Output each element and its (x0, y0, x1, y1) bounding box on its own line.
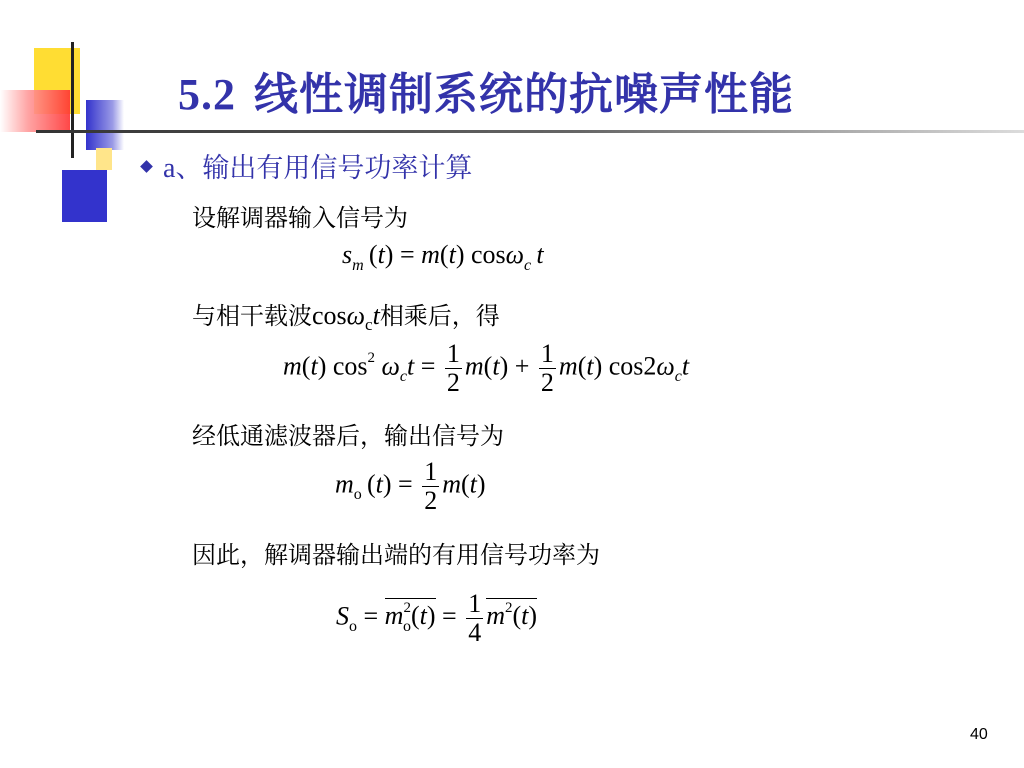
diamond-bullet-icon (140, 160, 153, 173)
text-line-lowpass: 经低通滤波器后，输出信号为 (192, 422, 504, 450)
deco-red-bar (0, 90, 70, 132)
line2-pre: 与相干载波 (192, 302, 312, 330)
bullet-heading (142, 146, 472, 185)
title-text: 线性调制系统的抗噪声性能 (254, 69, 794, 120)
carrier-expression: cosω$_c$t (312, 301, 380, 334)
deco-blue-bar-upper (86, 100, 124, 150)
slide-title (178, 58, 794, 122)
bullet-text: 、输出有用信号功率计算 (175, 153, 473, 184)
text-line-output-power: 因此，解调器输出端的有用信号功率为 (192, 541, 600, 569)
line2-mid: 相乘后，得 (379, 302, 500, 330)
text-line-multiply (192, 296, 500, 334)
text-line-input-signal: 设解调器输入信号为 (192, 204, 408, 232)
title-rule (36, 130, 1024, 133)
deco-vertical-line (71, 42, 74, 158)
deco-blue-square (62, 170, 107, 222)
equation-input-signal: $s_m$ (t) = m(t) cosω$_c$ t (342, 240, 544, 274)
equation-output-signal: $m_o$ (t) = $\frac{1}{2}$ m(t) (335, 457, 486, 515)
equation-product: m(t) $\cos^2 \omega_ct$ = $\frac{1}{2}$ m(t) + $\frac{1}{2}$ m(t) $\cos 2\omega_ct$ (283, 339, 690, 397)
title-number: 5.2 (178, 70, 236, 119)
bullet-letter: a (163, 153, 176, 184)
deco-yellow-lower (96, 148, 112, 170)
equation-output-power: $S_o = m^2_o(t)$ = $\frac{1}{4}$ $m^2(t)$ (336, 589, 538, 647)
page-number: 40 (970, 726, 988, 743)
